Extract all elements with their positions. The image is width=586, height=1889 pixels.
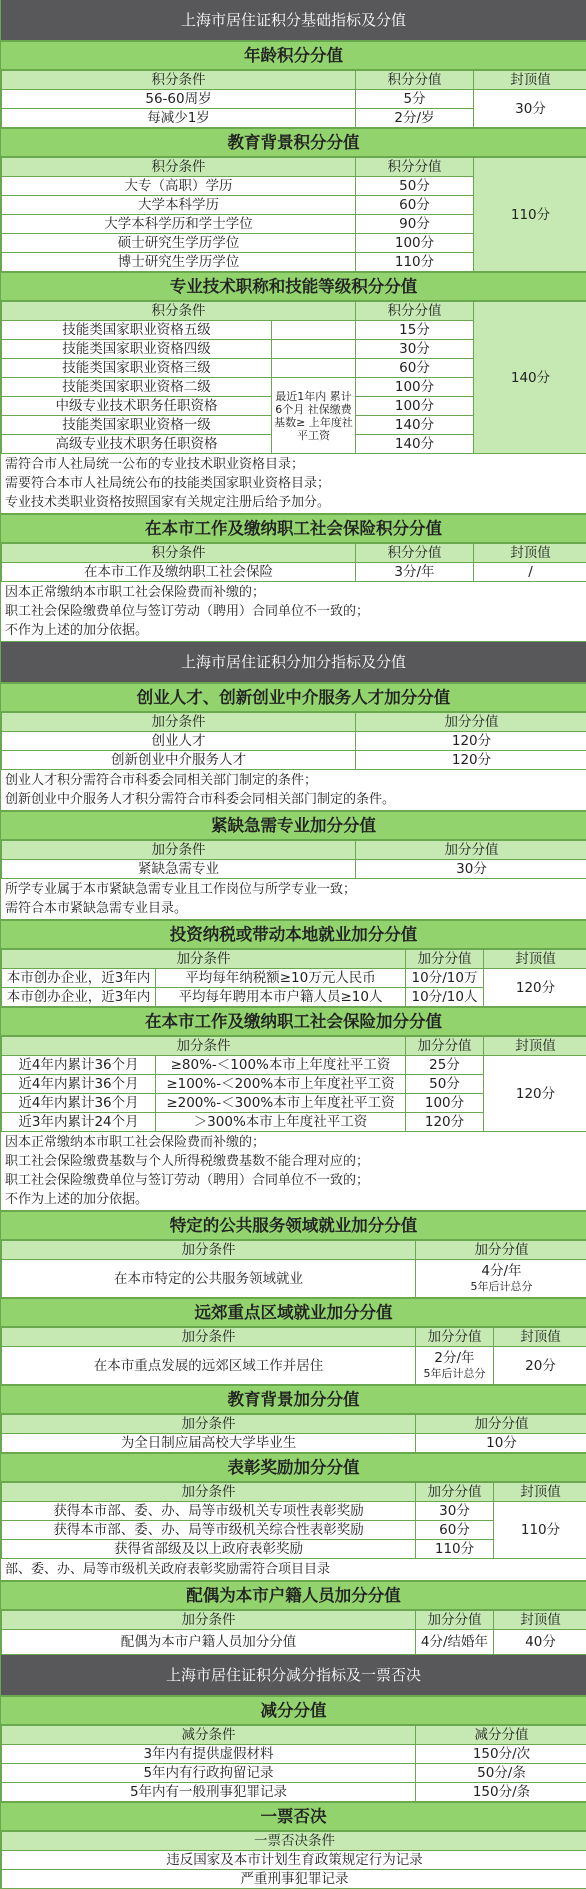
cap-cell: 20分: [494, 1347, 586, 1385]
social2-title: 在本市工作及缴纳职工社会保险加分分值: [1, 1007, 586, 1036]
cap-cell: 30分: [474, 90, 586, 128]
note-line: 需符合市人社局统一公布的专业技术职业资格目录；: [5, 455, 582, 474]
innov-table: [1, 712, 586, 770]
note-line: 所学专业属于本市紧缺急需专业且工作岗位与所学专业一致；: [5, 880, 582, 899]
condition-cell: 创新创业中介服务人才: [2, 751, 356, 770]
table-row: [2, 1630, 586, 1655]
condition-cell: 在本市工作及缴纳职工社会保险: [2, 563, 356, 582]
score-cell: 15分: [356, 321, 474, 340]
score-cell: 50分: [406, 1075, 484, 1094]
invest-title: 投资纳税或带动本地就业加分分值: [1, 920, 586, 949]
table-row: [2, 1056, 586, 1075]
table-row: [2, 1783, 586, 1802]
award-notes: [1, 1559, 586, 1581]
section-title-minus: 上海市居住证积分减分指标及一票否决: [1, 1655, 586, 1696]
score-cell: 150分/条: [416, 1783, 586, 1802]
urgent-title: 紧缺急需专业加分分值: [1, 811, 586, 840]
cap-cell: 110分: [474, 158, 586, 272]
table-header-row: [2, 950, 586, 969]
score-value: 2分/年: [418, 1351, 491, 1366]
score-cell: 10分: [416, 1434, 586, 1453]
score-cell: 100分: [406, 1094, 484, 1113]
col-condition: 加分条件: [2, 1037, 406, 1056]
table-row: [2, 90, 586, 109]
blank-cell: [272, 321, 356, 340]
age-title: 年龄积分分值: [1, 41, 586, 70]
condition-cell: 技能类国家职业资格四级: [2, 340, 272, 359]
score-cell: 120分: [406, 1113, 484, 1132]
col-condition: 加分条件: [2, 1415, 416, 1434]
table-row: [2, 1851, 586, 1870]
score-cell: 100分: [356, 234, 474, 253]
condition-cell: 为全日制应届高校大学毕业生: [2, 1434, 416, 1453]
condition-cell: 本市创办企业，近3年内: [2, 969, 156, 988]
social-notes: [1, 582, 586, 642]
note-line: 需要符合本市人社局统公布的技能类国家职业资格目录；: [5, 474, 582, 493]
detail-cell: ≥80%-＜100%本市上年度社平工资: [156, 1056, 406, 1075]
table-header-row: [2, 158, 586, 177]
table-header-row: [2, 544, 586, 563]
col-cap: 封顶值: [474, 71, 586, 90]
condition-cell: 近4年内累计36个月: [2, 1094, 156, 1113]
blank-cell: [272, 359, 356, 378]
cap-cell: 40分: [494, 1630, 586, 1655]
condition-cell: 中级专业技术职务任职资格: [2, 397, 272, 416]
score-note: 5年后计总分: [418, 1279, 585, 1294]
score-cell: [416, 1260, 586, 1298]
section-title-bonus: 上海市居住证积分加分指标及分值: [1, 642, 586, 683]
score-cell: 25分: [406, 1056, 484, 1075]
cap-cell: 110分: [494, 1502, 586, 1559]
public-table: [1, 1240, 586, 1298]
urgent-notes: [1, 879, 586, 920]
col-score: 加分分值: [406, 950, 484, 969]
note-line: 部、委、办、局等市级机关政府表彰奖励需符合项目目录: [5, 1560, 582, 1579]
condition-cell: 紧缺急需专业: [2, 860, 356, 879]
col-score: 加分分值: [356, 841, 586, 860]
score-cell: 5分: [356, 90, 474, 109]
col-condition: 积分条件: [2, 158, 356, 177]
social2-table: [1, 1036, 586, 1132]
score-cell: 30分: [416, 1502, 494, 1521]
remote-table: [1, 1327, 586, 1385]
score-value: 4分/年: [418, 1264, 585, 1279]
tech-title: 专业技术职称和技能等级积分分值: [1, 272, 586, 301]
score-cell: 60分: [356, 196, 474, 215]
social-table: [1, 543, 586, 582]
score-cell: 2分/岁: [356, 109, 474, 128]
col-score: 积分分值: [356, 302, 474, 321]
col-score: 加分分值: [416, 1415, 586, 1434]
note-line: 职工社会保险缴费单位与签订劳动（聘用）合同单位不一致的；: [5, 602, 582, 621]
table-header-row: [2, 1415, 586, 1434]
condition-cell: 近4年内累计36个月: [2, 1075, 156, 1094]
public-title: 特定的公共服务领域就业加分分值: [1, 1211, 586, 1240]
note-line: 创业人才积分需符合市科委会同相关部门制定的条件；: [5, 771, 582, 790]
innov-notes: [1, 770, 586, 811]
note-line: 职工社会保险缴费单位与签订劳动（聘用）合同单位不一致的；: [5, 1171, 582, 1190]
note-line: 专业技术类职业资格按照国家有关规定注册后给予加分。: [5, 493, 582, 512]
condition-cell: 严重刑事犯罪记录: [2, 1870, 586, 1889]
score-cell: 3分/年: [356, 563, 474, 582]
col-cap: 封顶值: [494, 1483, 586, 1502]
score-cell: 10分/10人: [406, 988, 484, 1007]
score-cell: 140分: [356, 435, 474, 454]
condition-cell: 近4年内累计36个月: [2, 1056, 156, 1075]
remote-title: 远郊重点区域就业加分分值: [1, 1298, 586, 1327]
col-condition: 加分条件: [2, 713, 356, 732]
condition-cell: 大学本科学历: [2, 196, 356, 215]
condition-cell: 5年内有一般刑事犯罪记录: [2, 1783, 416, 1802]
condition-cell: 大学本科学历和学士学位: [2, 215, 356, 234]
innov-title: 创业人才、创新创业中介服务人才加分分值: [1, 683, 586, 712]
score-cell: 90分: [356, 215, 474, 234]
table-row: [2, 969, 586, 988]
award-title: 表彰奖励加分分值: [1, 1453, 586, 1482]
col-condition: 加分条件: [2, 841, 356, 860]
condition-cell: 技能类国家职业资格一级: [2, 416, 272, 435]
score-cell: 140分: [356, 416, 474, 435]
col-cap: 封顶值: [494, 1611, 586, 1630]
score-cell: 60分: [416, 1521, 494, 1540]
table-row: [2, 1764, 586, 1783]
table-row: [2, 1502, 586, 1521]
score-cell: 120分: [356, 732, 586, 751]
detail-cell: ≥200%-＜300%本市上年度社平工资: [156, 1094, 406, 1113]
spouse-title: 配偶为本市户籍人员加分分值: [1, 1581, 586, 1610]
condition-cell: 本市创办企业，近3年内: [2, 988, 156, 1007]
edu-title: 教育背景积分分值: [1, 128, 586, 157]
invest-table: [1, 949, 586, 1007]
score-cell: 100分: [356, 378, 474, 397]
col-score: 加分分值: [356, 713, 586, 732]
note-line: 因本正常缴纳本市职工社会保险费而补缴的；: [5, 583, 582, 602]
col-condition: 加分条件: [2, 1611, 416, 1630]
veto-table: [1, 1831, 586, 1889]
note-line: 不作为上述的加分依据。: [5, 1190, 582, 1209]
col-cap: 封顶值: [484, 1037, 586, 1056]
note-line: 需符合本市紧缺急需专业目录。: [5, 899, 582, 918]
social2-notes: [1, 1132, 586, 1211]
score-cell: 120分: [356, 751, 586, 770]
col-cap: 封顶值: [494, 1328, 586, 1347]
note-line: 不作为上述的加分依据。: [5, 621, 582, 640]
condition-cell: 每减少1岁: [2, 109, 356, 128]
condition-cell: 获得省部级及以上政府表彰奖励: [2, 1540, 416, 1559]
condition-cell: 获得本市部、委、办、局等市级机关综合性表彰奖励: [2, 1521, 416, 1540]
table-header-row: [2, 841, 586, 860]
note-line: 创新创业中介服务人才积分需符合市科委会同相关部门制定的条件。: [5, 790, 582, 809]
table-row: [2, 563, 586, 582]
col-condition: 加分条件: [2, 1241, 416, 1260]
tech-notes: [1, 454, 586, 514]
table-header-row: [2, 1726, 586, 1745]
col-condition: 加分条件: [2, 950, 406, 969]
score-cell: 110分: [356, 253, 474, 272]
table-header-row: [2, 1483, 586, 1502]
score-cell: 10分/10万: [406, 969, 484, 988]
edu2-title: 教育背景加分分值: [1, 1385, 586, 1414]
table-header-row: [2, 713, 586, 732]
condition-cell: 技能类国家职业资格三级: [2, 359, 272, 378]
col-score: 加分分值: [416, 1611, 494, 1630]
condition-cell: 配偶为本市户籍人员加分分值: [2, 1630, 416, 1655]
award-table: [1, 1482, 586, 1559]
condition-cell: 技能类国家职业资格五级: [2, 321, 272, 340]
score-cell: [416, 1347, 494, 1385]
table-row: [2, 751, 586, 770]
condition-cell: 博士研究生学历学位: [2, 253, 356, 272]
table-header-row: [2, 1328, 586, 1347]
section-title-basic: 上海市居住证积分基础指标及分值: [1, 0, 586, 41]
condition-cell: 硕士研究生学历学位: [2, 234, 356, 253]
col-condition: 积分条件: [2, 302, 356, 321]
spouse-table: [1, 1610, 586, 1655]
minus-table: [1, 1725, 586, 1802]
col-condition: 加分条件: [2, 1328, 416, 1347]
table-row: [2, 1260, 586, 1298]
score-cell: 50分: [356, 177, 474, 196]
urgent-table: [1, 840, 586, 879]
col-score: 加分分值: [416, 1241, 586, 1260]
col-cap: 封顶值: [484, 950, 586, 969]
table-row: [2, 860, 586, 879]
age-table: [1, 70, 586, 128]
score-cell: 100分: [356, 397, 474, 416]
col-condition: 积分条件: [2, 71, 356, 90]
social-title: 在本市工作及缴纳职工社会保险积分分值: [1, 514, 586, 543]
note-line: 职工社会保险缴费基数与个人所得税缴费基数不能合理对应的；: [5, 1152, 582, 1171]
condition-cell: 创业人才: [2, 732, 356, 751]
note-line: 因本正常缴纳本市职工社会保险费而补缴的；: [5, 1133, 582, 1152]
col-score: 加分分值: [406, 1037, 484, 1056]
cap-cell: 120分: [484, 969, 586, 1007]
condition-cell: 高级专业技术职务任职资格: [2, 435, 272, 454]
col-condition: 减分条件: [2, 1726, 416, 1745]
score-cell: 4分/结婚年: [416, 1630, 494, 1655]
tech-table: [1, 301, 586, 454]
col-condition: 加分条件: [2, 1483, 416, 1502]
table-row: [2, 1434, 586, 1453]
score-cell: 60分: [356, 359, 474, 378]
col-score: 加分分值: [416, 1328, 494, 1347]
score-cell: 150分/次: [416, 1745, 586, 1764]
col-score: 加分分值: [416, 1483, 494, 1502]
minus-title: 减分分值: [1, 1696, 586, 1725]
score-cell: 110分: [416, 1540, 494, 1559]
col-score: 积分分值: [356, 158, 474, 177]
condition-cell: 5年内有行政拘留记录: [2, 1764, 416, 1783]
col-score: 减分分值: [416, 1726, 586, 1745]
cap-cell: 120分: [484, 1056, 586, 1132]
detail-cell: 平均每年纳税额≥10万元人民币: [156, 969, 406, 988]
detail-cell: ＞300%本市上年度社平工资: [156, 1113, 406, 1132]
premise-cell: 最近1年内 累计6个月 社保缴费基数≥ 上年度社平工资: [272, 378, 356, 454]
col-cap: 封顶值: [474, 544, 586, 563]
col-condition: 一票否决条件: [2, 1832, 586, 1851]
detail-cell: 平均每年聘用本市户籍人员≥10人: [156, 988, 406, 1007]
col-score: 积分分值: [356, 71, 474, 90]
score-note: 5年后计总分: [418, 1366, 491, 1381]
condition-cell: 在本市特定的公共服务领域就业: [2, 1260, 416, 1298]
score-cell: 30分: [356, 340, 474, 359]
detail-cell: ≥100%-＜200%本市上年度社平工资: [156, 1075, 406, 1094]
table-row: [2, 1870, 586, 1889]
table-header-row: [2, 1241, 586, 1260]
table-header-row: [2, 71, 586, 90]
condition-cell: 大专（高职）学历: [2, 177, 356, 196]
veto-title: 一票否决: [1, 1802, 586, 1831]
condition-cell: 在本市重点发展的远郊区域工作并居住: [2, 1347, 416, 1385]
col-score: 积分分值: [356, 544, 474, 563]
edu-table: [1, 157, 586, 272]
table-row: [2, 1745, 586, 1764]
condition-cell: 获得本市部、委、办、局等市级机关专项性表彰奖励: [2, 1502, 416, 1521]
score-cell: 50分/条: [416, 1764, 586, 1783]
condition-cell: 违反国家及本市计划生育政策规定行为记录: [2, 1851, 586, 1870]
condition-cell: 56-60周岁: [2, 90, 356, 109]
condition-cell: 3年内有提供虚假材料: [2, 1745, 416, 1764]
table-header-row: [2, 1611, 586, 1630]
cap-cell: 140分: [474, 302, 586, 454]
table-header-row: [2, 1037, 586, 1056]
score-cell: 30分: [356, 860, 586, 879]
condition-cell: 近3年内累计24个月: [2, 1113, 156, 1132]
table-header-row: [2, 302, 586, 321]
table-header-row: [2, 1832, 586, 1851]
table-row: [2, 732, 586, 751]
condition-cell: 技能类国家职业资格二级: [2, 378, 272, 397]
edu2-table: [1, 1414, 586, 1453]
table-row: [2, 1347, 586, 1385]
blank-cell: [272, 340, 356, 359]
col-condition: 积分条件: [2, 544, 356, 563]
cap-cell: /: [474, 563, 586, 582]
